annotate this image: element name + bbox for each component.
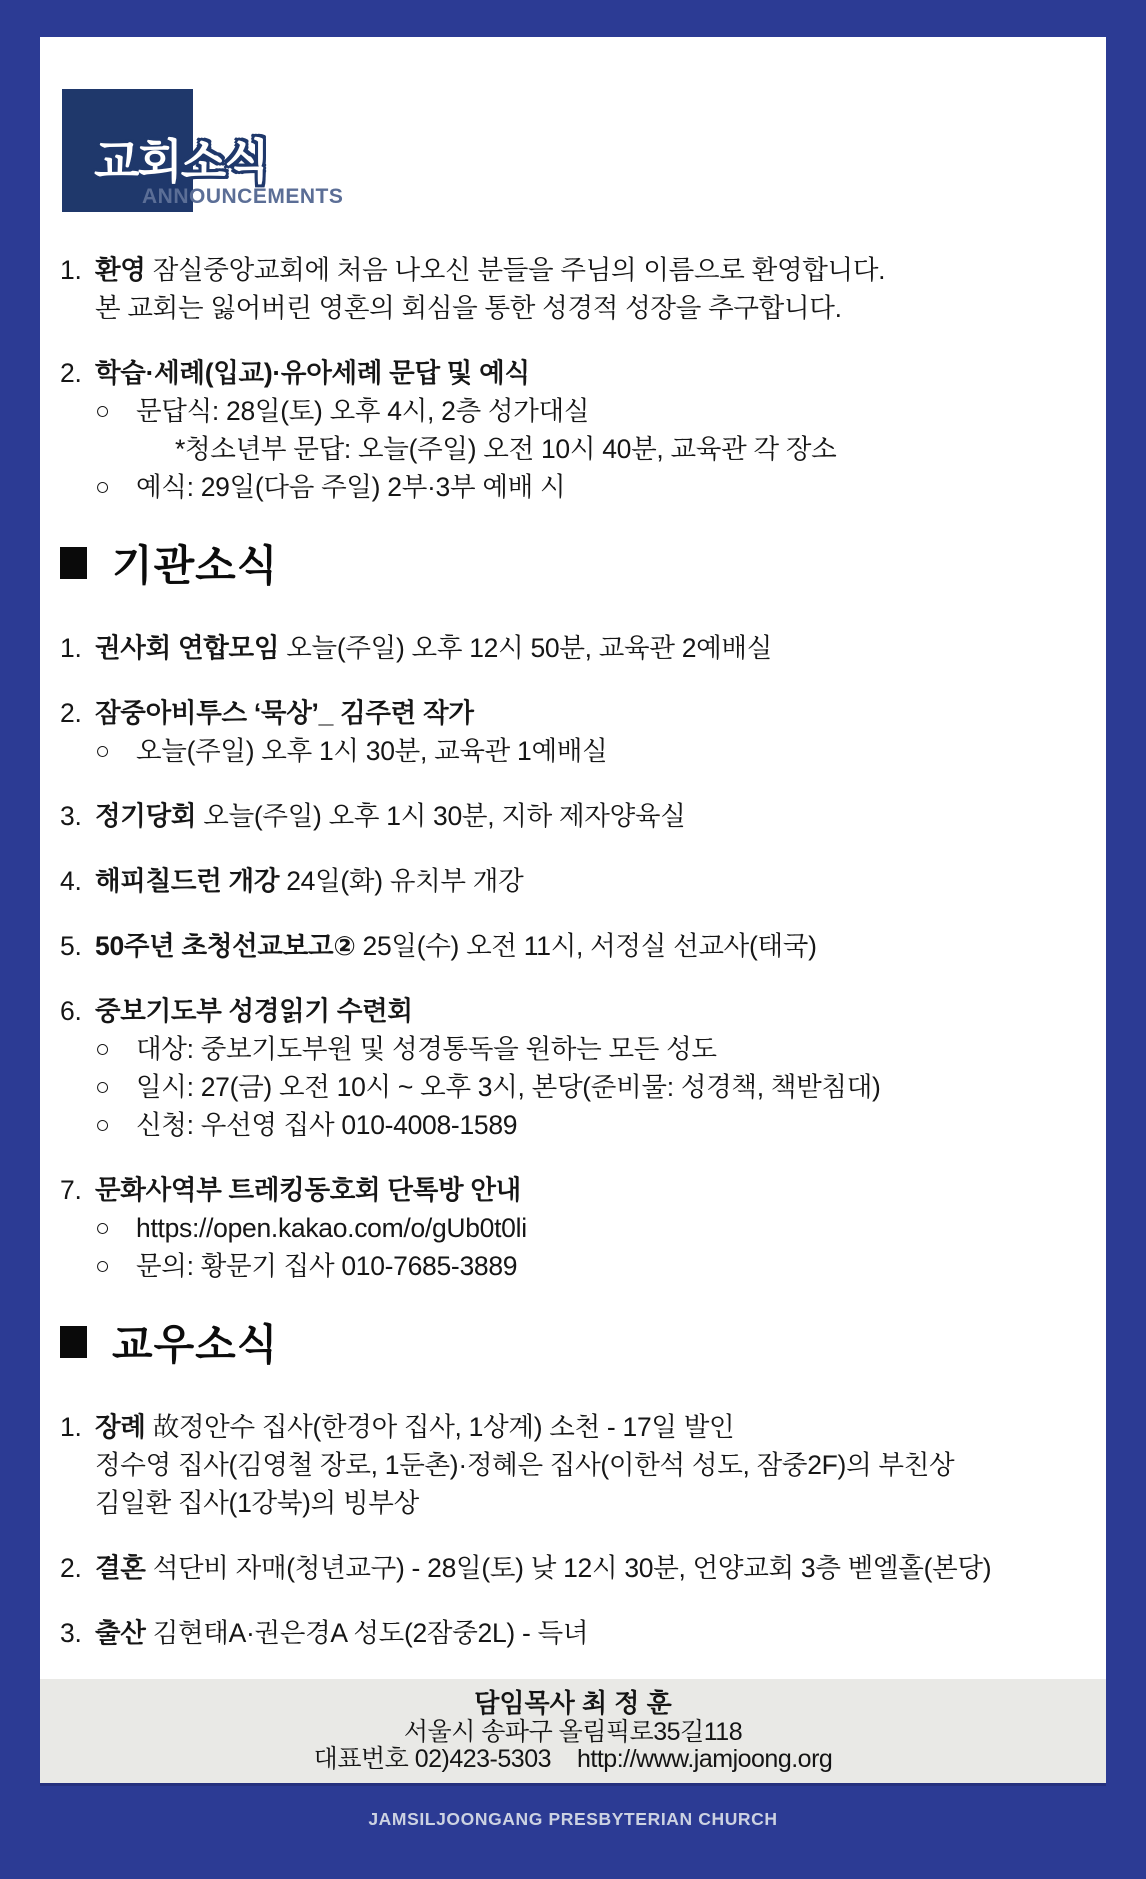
item-text: 25일(수) 오전 11시, 서정실 선교사(태국) [362, 931, 817, 961]
org-news-item-2 [58, 694, 1090, 770]
circle-bullet: ○ [95, 1252, 110, 1280]
item-title: 출산 [95, 1618, 146, 1648]
item-text: 오늘(주일) 오후 12시 50분, 교육관 2예배실 [286, 633, 773, 663]
org-news-item-7 [58, 1171, 1090, 1285]
item-title: 권사회 연합모임 [95, 633, 280, 663]
org-news-item-4 [58, 862, 1090, 900]
announcement-item-welcome [58, 251, 1090, 327]
item-title: 잠중아비투스 ‘묵상’_ 김주련 작가 [95, 698, 474, 728]
sub-item [95, 1247, 1090, 1285]
item-line [95, 927, 1090, 965]
section-heading-org-news [60, 533, 1090, 593]
member-news-item-3 [58, 1614, 1090, 1652]
circle-bullet: ○ [95, 1111, 110, 1139]
item-text: 故정안수 집사(한경아 집사, 1상계) 소천 - 17일 발인 [152, 1412, 735, 1442]
item-title: 학습·세례(입교)·유아세례 문답 및 예식 [95, 358, 530, 388]
square-bullet-icon [60, 547, 87, 579]
church-news-logo [58, 89, 1090, 217]
item-text: 김일환 집사(1강북)의 빙부상 [95, 1488, 419, 1518]
item-title: 해피칠드런 개강 [95, 866, 280, 896]
logo-subtitle: ANNOUNCEMENTS [142, 185, 344, 208]
item-number: 3. [60, 1618, 82, 1648]
circle-bullet: ○ [95, 397, 110, 425]
sub-item [95, 1068, 1090, 1106]
circle-bullet: ○ [95, 473, 110, 501]
item-number: 1. [60, 633, 82, 663]
bulletin-paper [40, 37, 1106, 1783]
item-line [95, 251, 1090, 289]
org-news-item-6 [58, 992, 1090, 1144]
logo-title: 교회소식 [94, 135, 268, 188]
sub-item [95, 392, 1090, 430]
circle-bullet: ○ [95, 1073, 110, 1101]
item-text: 잠실중앙교회에 처음 나오신 분들을 주님의 이름으로 환영합니다. [152, 255, 886, 285]
item-title: 정기당회 [95, 801, 197, 831]
item-number: 7. [60, 1175, 82, 1205]
item-text: 오늘(주일) 오후 1시 30분, 지하 제자양육실 [203, 801, 686, 831]
item-number: 1. [60, 1412, 82, 1442]
member-news-item-2 [58, 1549, 1090, 1587]
sub-text: 예식: 29일(다음 주일) 2부·3부 예배 시 [136, 472, 566, 502]
sub-text: 문답식: 28일(토) 오후 4시, 2층 성가대실 [136, 396, 590, 426]
item-number: 4. [60, 866, 82, 896]
footer-website: http://www.jamjoong.org [577, 1745, 833, 1773]
item-title: 50주년 초청선교보고② [95, 931, 356, 961]
item-title: 중보기도부 성경읽기 수련회 [95, 996, 413, 1026]
item-text: 정수영 집사(김영철 장로, 1둔촌)·정혜은 집사(이한석 성도, 잠중2F)의 부친상 [95, 1450, 955, 1480]
item-number: 3. [60, 801, 82, 831]
kakao-open-chat-link: https://open.kakao.com/o/gUb0t0li [136, 1213, 527, 1243]
circle-bullet: ○ [95, 1214, 110, 1242]
item-line [95, 1408, 1090, 1446]
sub-text: 일시: 27(금) 오전 10시 ~ 오후 3시, 본당(준비물: 성경책, 책받침대) [136, 1072, 881, 1102]
footer-info-band [40, 1679, 1106, 1783]
sub-text: 대상: 중보기도부원 및 성경통독을 원하는 모든 성도 [136, 1034, 717, 1064]
footer-phone: 대표번호 02)423-5303 [313, 1745, 552, 1773]
item-line [95, 862, 1090, 900]
announcement-item-baptism [58, 354, 1090, 506]
item-line [95, 1614, 1090, 1652]
item-number: 2. [60, 698, 82, 728]
footer-pastor: 담임목사 최 정 훈 [474, 1688, 672, 1718]
item-line [95, 1549, 1090, 1587]
item-title: 문화사역부 트레킹동호회 단톡방 안내 [95, 1175, 521, 1205]
church-name-text: JAMSILJOONGANG PRESBYTERIAN CHURCH [368, 1809, 778, 1829]
footer-contact [40, 1746, 1106, 1773]
sub-item [95, 732, 1090, 770]
sub-item [95, 468, 1090, 506]
sub-text: 오늘(주일) 오후 1시 30분, 교육관 1예배실 [136, 736, 608, 766]
square-bullet-icon [60, 1326, 87, 1358]
item-text: 석단비 자매(청년교구) - 28일(토) 낮 12시 30분, 언양교회 3층 벧엘홀(본당) [152, 1553, 992, 1583]
sub-text: *청소년부 문답: 오늘(주일) 오전 10시 40분, 교육관 각 장소 [175, 434, 837, 464]
item-text: 본 교회는 잃어버린 영혼의 회심을 통한 성경적 성장을 추구합니다. [95, 293, 842, 323]
section-title: 기관소식 [112, 544, 279, 590]
member-news-item-1 [58, 1408, 1090, 1522]
item-text: 24일(화) 유치부 개강 [286, 866, 524, 896]
item-number: 2. [60, 358, 82, 388]
item-title: 환영 [95, 255, 146, 285]
item-line [95, 797, 1090, 835]
org-news-item-1 [58, 629, 1090, 667]
item-title: 결혼 [95, 1553, 146, 1583]
sub-item-note [175, 430, 1090, 468]
section-title: 교우소식 [112, 1323, 279, 1369]
sub-text: 문의: 황문기 집사 010-7685-3889 [136, 1251, 518, 1281]
item-title: 장례 [95, 1412, 146, 1442]
section-heading-member-news [60, 1312, 1090, 1372]
item-number: 2. [60, 1553, 82, 1583]
item-number: 5. [60, 931, 82, 961]
item-line [95, 629, 1090, 667]
circle-bullet: ○ [95, 1035, 110, 1063]
bulletin-body [40, 37, 1106, 1679]
circle-bullet: ○ [95, 737, 110, 765]
sub-item [95, 1106, 1090, 1144]
sub-item [95, 1030, 1090, 1068]
org-news-item-5 [58, 927, 1090, 965]
item-number: 6. [60, 996, 82, 1026]
org-news-item-3 [58, 797, 1090, 835]
church-name-banner [40, 1783, 1106, 1879]
item-number: 1. [60, 255, 82, 285]
footer-address: 서울시 송파구 올림픽로35길118 [403, 1718, 743, 1746]
item-text: 김현태A·권은경A 성도(2잠중2L) - 득녀 [152, 1618, 589, 1648]
sub-text: 신청: 우선영 집사 010-4008-1589 [136, 1110, 518, 1140]
sub-item [95, 1209, 1090, 1247]
